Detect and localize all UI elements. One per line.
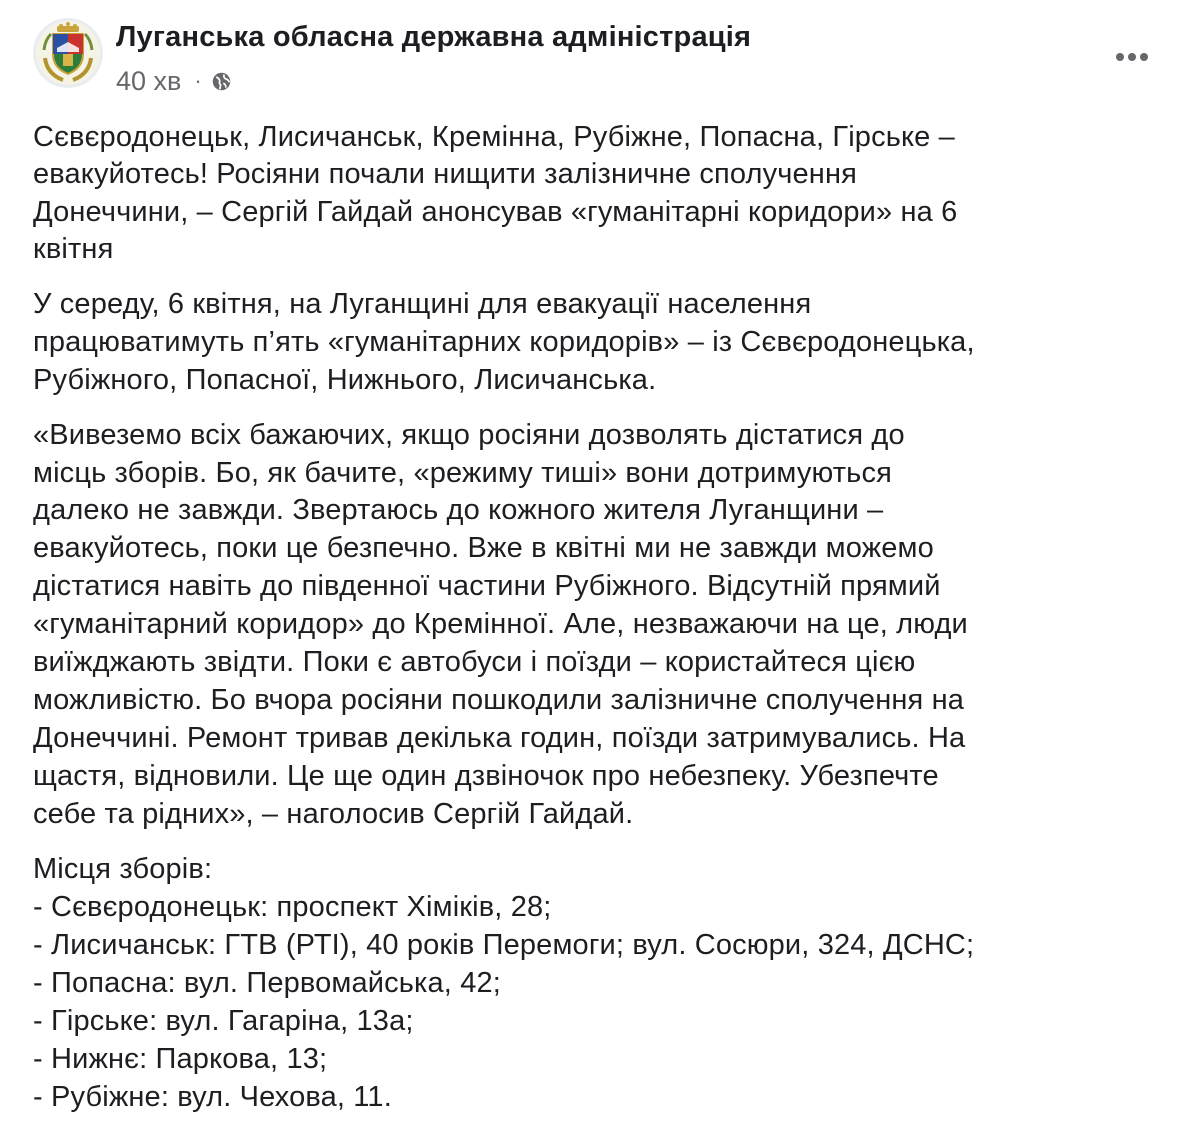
post-text-line: дістатися навіть до південної частини Рубіжного. Відсутній прямий xyxy=(33,570,941,602)
post-text-line: - Попасна: вул. Первомайська, 42; xyxy=(33,967,501,999)
post-text-line: «Вивеземо всіх бажаючих, якщо росіяни дозволять дістатися до xyxy=(33,419,905,451)
post-text-line: Донеччині. Ремонт тривав декілька годин, поїзди затримувались. На xyxy=(33,722,966,754)
post-text-line: виїжджають звідти. Поки є автобуси і поїзди – користайтеся цією xyxy=(33,646,916,678)
post-text-line: евакуйотесь, поки це безпечно. Вже в квітні ми не завжди можемо xyxy=(33,532,934,564)
post-text-line: евакуйотесь! Росіяни почали нищити залізничне сполучення xyxy=(33,158,857,190)
post-timestamp[interactable]: 40 хв xyxy=(116,65,182,96)
post-text-line: Місця зборів: xyxy=(33,853,213,885)
post-text-line: Рубіжного, Попасної, Нижнього, Лисичанська. xyxy=(33,364,657,396)
post-text-line: можливістю. Бо вчора росіяни пошкодили залізничне сполучення на xyxy=(33,684,965,716)
post-text-line: - Лисичанськ: ГТВ (РТІ), 40 років Перемоги; вул. Сосюри, 324, ДСНС; xyxy=(33,929,975,961)
post-text-line: - Нижнє: Паркова, 13; xyxy=(33,1043,328,1075)
post-text-line: місць зборів. Бо, як бачите, «режиму тиші» вони дотримуються xyxy=(33,457,892,489)
post-text-line: - Рубіжне: вул. Чехова, 11. xyxy=(33,1081,392,1113)
meta-separator: · xyxy=(194,68,202,93)
more-options-button[interactable] xyxy=(1112,42,1152,72)
post-text-line: Донеччини, – Сергій Гайдай анонсував «гуманітарні коридори» на 6 xyxy=(33,196,958,228)
post-text-line: далеко не завжди. Звертаюсь до кожного жителя Луганщини – xyxy=(33,494,884,526)
post-text-line: себе та рідних», – наголосив Сергій Гайдай. xyxy=(33,798,634,830)
post-text-line: - Гірське: вул. Гагаріна, 13а; xyxy=(33,1005,414,1037)
post-text-line: Сєвєродонецьк, Лисичанськ, Кремінна, Рубіжне, Попасна, Гірське – xyxy=(33,121,955,153)
coat-of-arms-icon xyxy=(33,18,103,88)
post-meta xyxy=(116,64,232,98)
post-text-line: щастя, відновили. Це ще один дзвіночок про небезпеку. Убезпечте xyxy=(33,760,939,792)
post-text-line: - Сєвєродонецьк: проспект Хіміків, 28; xyxy=(33,891,552,923)
more-horizontal-icon xyxy=(1115,52,1149,62)
post-text-line: У середу, 6 квітня, на Луганщині для евакуації населення xyxy=(33,288,812,320)
globe-icon[interactable] xyxy=(211,71,232,92)
page-name[interactable]: Луганська обласна державна адміністрація xyxy=(116,21,752,53)
post-text-line: «гуманітарний коридор» до Кремінної. Але, незважаючи на це, люди xyxy=(33,608,968,640)
post-text-line: квітня xyxy=(33,233,114,265)
post-text-line: працюватимуть п’ять «гуманітарних коридорів» – із Сєвєродонецька, xyxy=(33,326,975,358)
page-avatar[interactable] xyxy=(33,18,103,88)
